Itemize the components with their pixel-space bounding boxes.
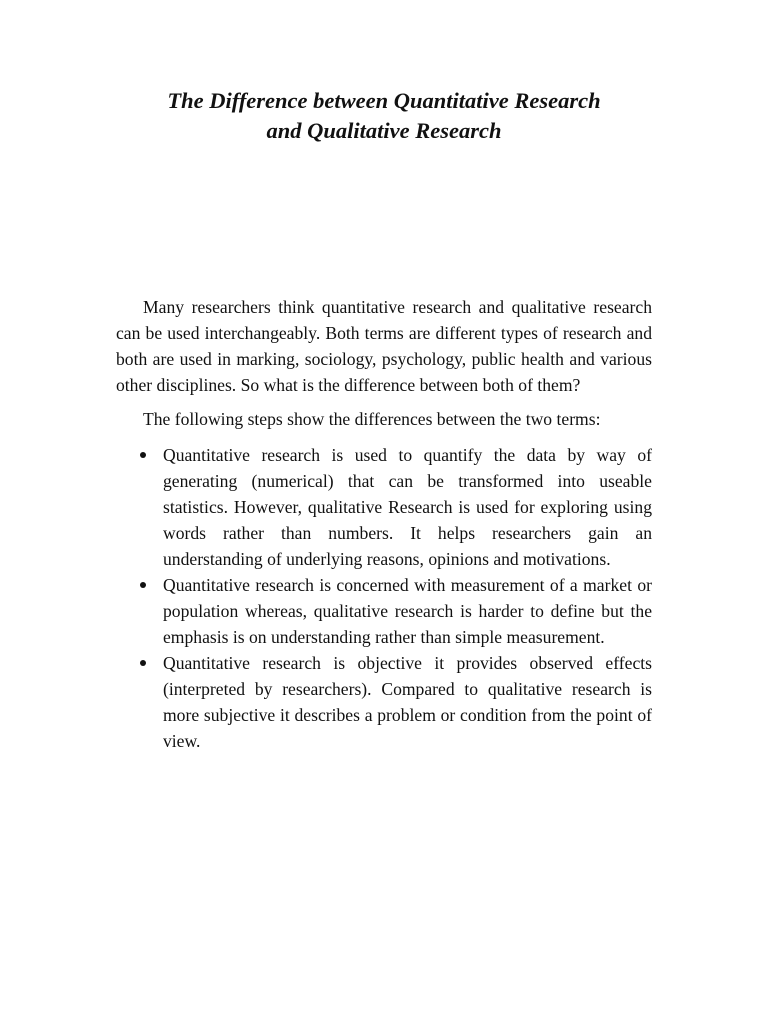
list-item-text: Quantitative research is objective it provides observed effects (interpreted by researchers). Compared to qualitative research is more subjective it describes a problem or condition from the point of view. xyxy=(163,653,652,751)
title-line-1: The Difference between Quantitative Research xyxy=(167,88,601,113)
bullet-icon xyxy=(140,660,146,666)
steps-paragraph: The following steps show the differences between the two terms: xyxy=(143,409,601,429)
page-title xyxy=(100,86,668,146)
bullet-icon xyxy=(140,582,146,588)
intro-paragraph: Many researchers think quantitative research and qualitative research can be used interchangeably. Both terms are different types of research and both are used in marking, sociology, psychology, public health and various other disciplines. So what is the difference between both of them? xyxy=(116,297,652,395)
list-item xyxy=(116,442,652,572)
document-body xyxy=(116,294,652,754)
list-item xyxy=(116,572,652,650)
difference-list xyxy=(116,442,652,754)
list-item-text: Quantitative research is used to quantify the data by way of generating (numerical) that can be transformed into useable statistics. However, qualitative Research is used for exploring using words rather than numbers. It helps researchers gain an understanding of underlying reasons, opinions and motivations. xyxy=(163,445,652,569)
bullet-icon xyxy=(140,452,146,458)
list-item-text: Quantitative research is concerned with measurement of a market or population whereas, qualitative research is harder to define but the emphasis is on understanding rather than simple measurement. xyxy=(163,575,652,647)
title-line-2: and Qualitative Research xyxy=(266,118,502,143)
list-item xyxy=(116,650,652,754)
